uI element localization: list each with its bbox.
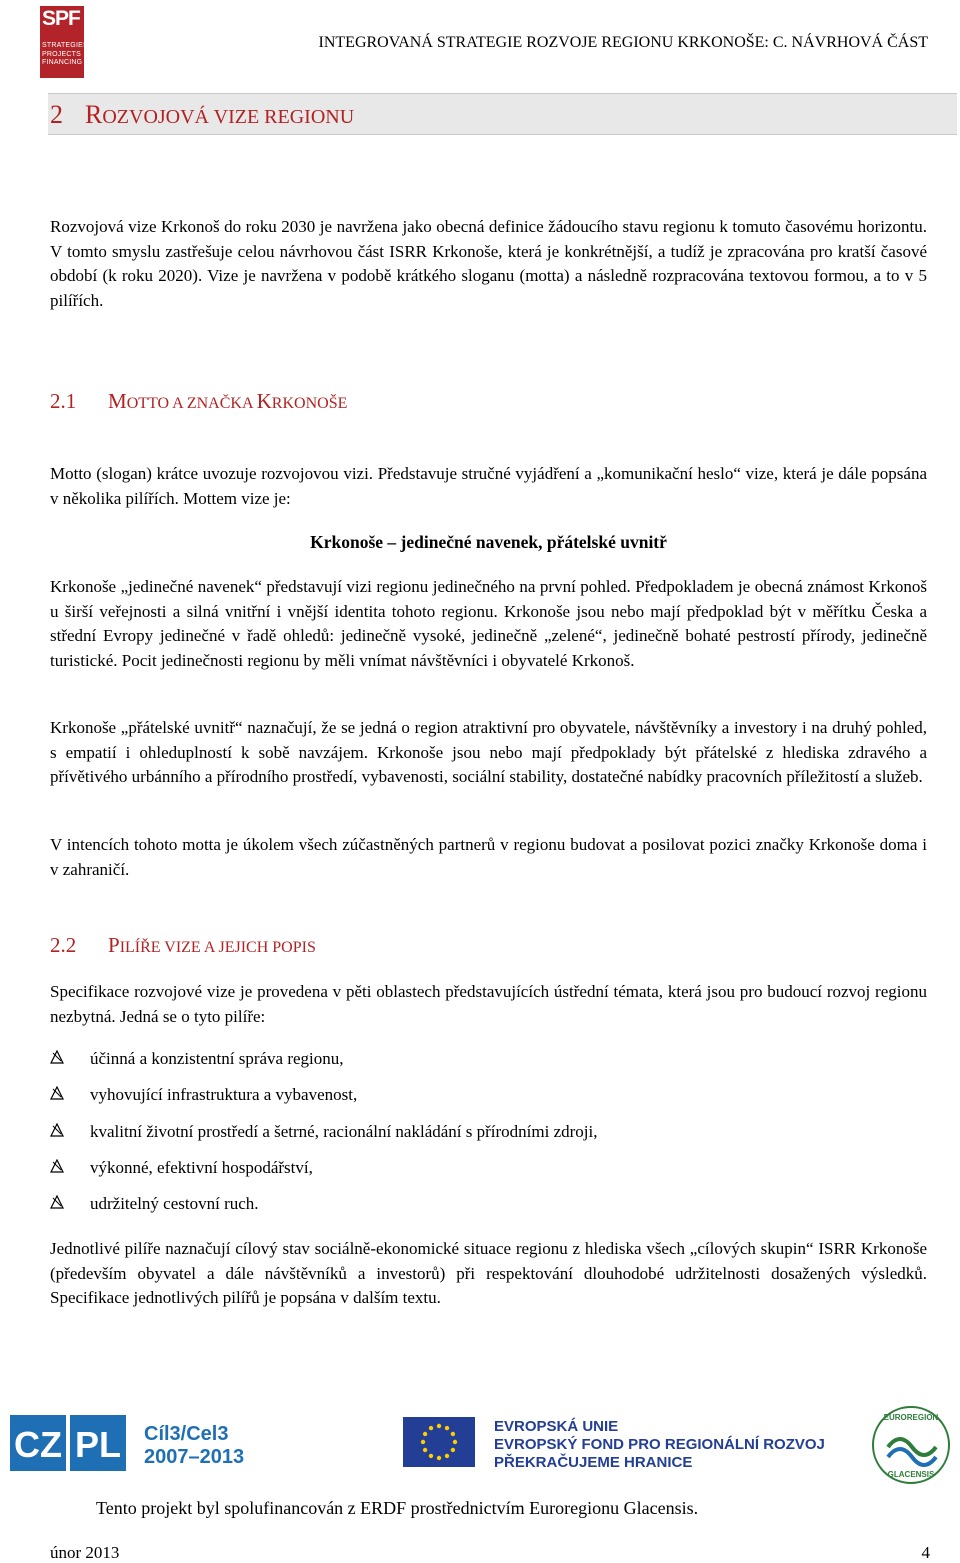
chapter-title-initial: R	[85, 100, 103, 129]
cofinancing-note: Tento projekt byl spolufinancován z ERDF prostřednictvím Euroregionu Glacensis.	[96, 1498, 699, 1518]
euroregion-top: EUROREGION	[883, 1413, 939, 1422]
pillars-intro-paragraph: Specifikace rozvojové vize je provedena v pěti oblastech představujících ústřední témata, která jsou pro budoucí rozvoj regionu nezbytná. Jedná se o tyto pilíře:	[50, 982, 927, 1026]
pillar-text: vyhovující infrastruktura a vybavenost,	[90, 1085, 358, 1105]
czpl-line1: Cíl3/Cel3	[144, 1423, 229, 1445]
unique-outside-paragraph: Krkonoše „jedinečné navenek“ představují vizi regionu jedinečného na první pohled. Předpokladem je obecná známost Krkonoš u širší veřejnosti a silná vnitřní i vnější identita tohoto regionu. Krkonoše jsou nebo mají předpoklad být v měřítku Česka a střední Evropy jedinečné v řadě ohledů: jedinečně vysoké, jedinečně „zelené“, jedinečně bohaté pestrostí přírody, jedinečně turistické. Pocit jedinečnosti regionu by měli vnímat návštěvníci i obyvatelé Krkonoš.	[50, 577, 927, 670]
eu-star-icon	[445, 1454, 449, 1458]
list-item	[50, 1047, 927, 1083]
spf-logo-text: SPF	[42, 7, 80, 30]
list-item	[50, 1083, 927, 1119]
pillars-summary-paragraph: Jednotlivé pilíře naznačují cílový stav sociálně-ekonomické situace regionu z hlediska všech „cílových skupin“ ISRR Krkonoše (především obyvatel a dále návštěvníků a investorů) při respektování dlouhodobé udržitelnosti dosažených výsledků. Specifikace jednotlivých pilířů je popsána v dalším textu.	[50, 1239, 927, 1307]
running-header: INTEGROVANÁ STRATEGIE ROZVOJE REGIONU KRKONOŠE: C. NÁVRHOVÁ ČÁST	[318, 34, 928, 51]
eu-star-icon	[451, 1432, 455, 1436]
czpl-pl: PL	[74, 1424, 122, 1465]
section-2-2-heading	[50, 932, 316, 961]
pillar-text: kvalitní životní prostředí a šetrné, racionální nakládání s přírodními zdroji,	[90, 1121, 598, 1141]
eu-star-icon	[453, 1440, 457, 1444]
footer-date: únor 2013	[50, 1543, 120, 1562]
brand-paragraph: V intencích tohoto motta je úkolem všech zúčastněných partnerů v regionu budovat a posilovat pozici značky Krkonoše doma i v zahraničí.	[50, 835, 927, 879]
pillar-text: výkonné, efektivní hospodářství,	[90, 1157, 313, 1177]
eu-star-icon	[445, 1426, 449, 1430]
spf-logo-subtitle: STRATEGIES PROJECTS FINANCING	[42, 42, 88, 66]
heading-part: OTTO A ZNAČKA	[126, 395, 257, 412]
chapter-title	[50, 100, 354, 132]
czpl-line2: 2007–2013	[144, 1446, 245, 1468]
list-item	[50, 1156, 927, 1192]
heading-part: ILÍŘE VIZE A JEJICH POPIS	[119, 939, 316, 956]
euroregion-bottom: GLACENSIS	[887, 1470, 935, 1479]
chapter-number: 2	[50, 100, 63, 129]
intro-paragraph: Rozvojová vize Krkonoš do roku 2030 je navržena jako obecná definice žádoucího stavu regionu k tomuto časovému horizontu. V tomto smyslu zastřešuje celou návrhovou část ISRR Krkonoše, která je konkrétnější, a tudíž je zpracována pro kratší časové období (k roku 2020). Vize je navržena v podobě krátkého sloganu (motta) a následně rozpracována textovou formou, a to v 5 pilířích.	[50, 217, 927, 310]
heading-part: K	[256, 389, 272, 413]
eu-star-icon	[437, 1456, 441, 1460]
heading-part: RKONOŠE	[271, 395, 348, 412]
eu-star-icon	[421, 1440, 425, 1444]
footer-logos	[0, 1405, 960, 1485]
chapter-title-rest: OZVOJOVÁ VIZE REGIONU	[102, 106, 355, 128]
czpl-cz: CZ	[14, 1424, 62, 1465]
list-item	[50, 1192, 927, 1228]
motto-text: Krkonoše – jedinečné navenek, přátelské uvnitř	[310, 532, 667, 552]
eu-line2: EVROPSKÝ FOND PRO REGIONÁLNÍ ROZVOJ	[494, 1436, 825, 1453]
bullet-triangle-icon	[50, 1050, 64, 1064]
spf-logo	[40, 6, 88, 78]
bullet-triangle-icon	[50, 1086, 64, 1100]
eu-star-icon	[451, 1448, 455, 1452]
page-number: 4	[921, 1543, 930, 1562]
eu-star-icon	[429, 1426, 433, 1430]
section-number: 2.2	[50, 933, 77, 957]
list-item	[50, 1120, 927, 1156]
pillar-text: udržitelný cestovní ruch.	[90, 1194, 259, 1214]
eu-star-icon	[423, 1432, 427, 1436]
eu-star-icon	[423, 1448, 427, 1452]
eu-flag	[403, 1417, 475, 1467]
section-2-1-heading	[50, 388, 347, 417]
eu-star-icon	[437, 1424, 441, 1428]
eu-line1: EVROPSKÁ UNIE	[494, 1418, 619, 1435]
bullet-triangle-icon	[50, 1123, 64, 1137]
eu-line3: PŘEKRAČUJEME HRANICE	[494, 1454, 693, 1471]
eu-text-logo	[494, 1418, 825, 1471]
section-number: 2.1	[50, 389, 77, 413]
eu-star-icon	[429, 1454, 433, 1458]
pillars-list	[50, 1047, 927, 1228]
heading-part: M	[108, 389, 127, 413]
bullet-triangle-icon	[50, 1159, 64, 1173]
czpl-logo	[10, 1415, 244, 1471]
bullet-triangle-icon	[50, 1195, 64, 1209]
heading-part: P	[108, 933, 120, 957]
pillar-text: účinná a konzistentní správa regionu,	[90, 1049, 344, 1068]
friendly-inside-paragraph: Krkonoše „přátelské uvnitř“ naznačují, že se jedná o region atraktivní pro obyvatele, návštěvníky a investory i na druhý pohled, s empatií i ohleduplností k sobě navzájem. Krkonoše jsou nebo mají předpoklady být přátelské z hlediska zdravého a přívětivého urbánního a přírodního prostředí, vybavenosti, sociální stability, dostatečné nabídky pracovních příležitostí a služeb.	[50, 718, 927, 786]
euroregion-glacensis-logo	[873, 1407, 949, 1483]
motto-intro-paragraph: Motto (slogan) krátce uvozuje rozvojovou vizi. Představuje stručné vyjádření a „komunikační heslo“ vize, která je dále popsána v několika pilířích. Mottem vize je:	[50, 464, 927, 508]
